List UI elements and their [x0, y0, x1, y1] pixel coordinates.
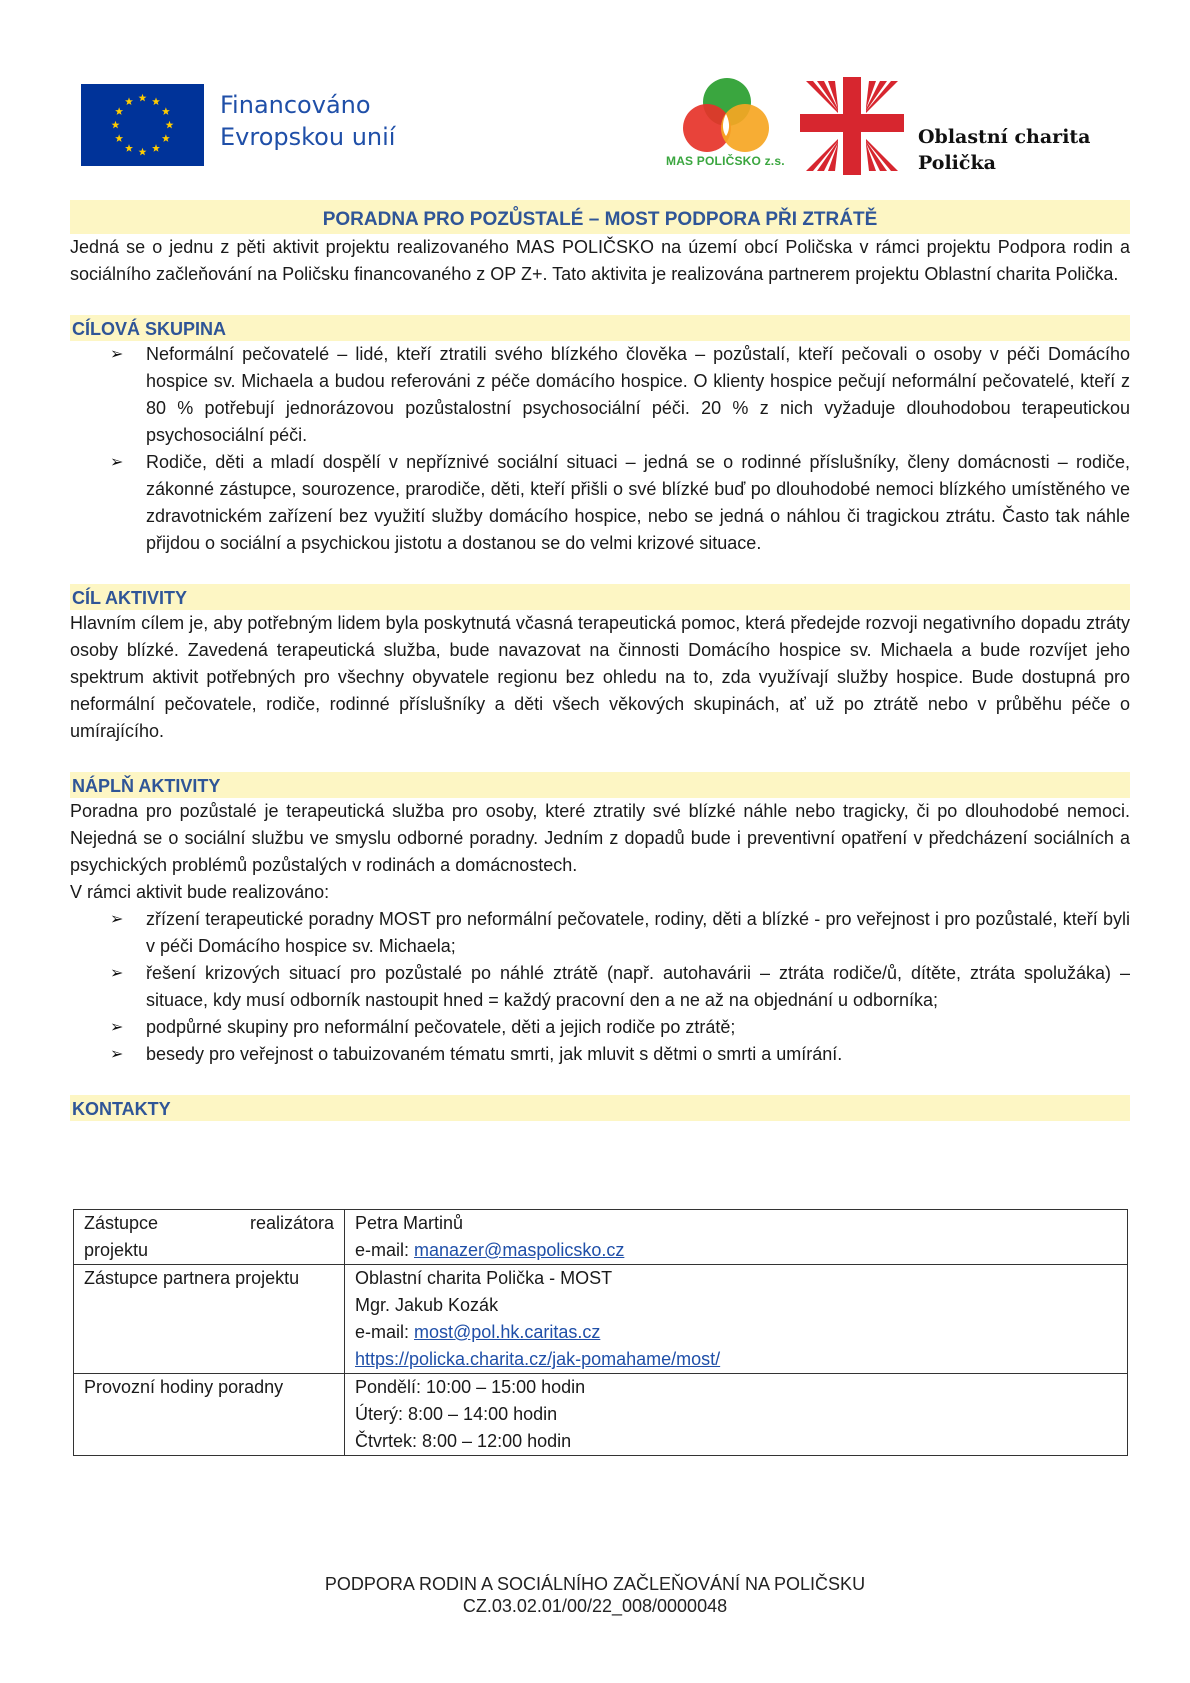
label-word: realizátora: [249, 1213, 334, 1233]
target-group-list: [70, 341, 1130, 557]
list-item-text: Neformální pečovatelé – lidé, kteří ztratili svého blízkého člověka – pozůstalí, kteří pečovali o osoby v péči Domácího hospice sv. Michaela a budou referováni z péče domácího hospice. O klienty hospice pečují neformální pečovatelé, kteří z 80 % potřebují jednorázovou pozůstalostní psychosociální péči. 20 % z nich vyžaduje dlouhodobou terapeutickou psychosociální péči.: [146, 344, 1130, 445]
section-heading-goal: CÍL AKTIVITY: [70, 584, 1130, 610]
arrow-bullet-icon: ➢: [110, 911, 124, 928]
email-prefix: e-mail:: [355, 1322, 415, 1342]
activities-list: [70, 906, 1130, 1068]
opening-hours-line: Úterý: 8:00 – 14:00 hodin: [355, 1404, 558, 1424]
label-word: projektu: [84, 1240, 149, 1260]
table-cell-label: [74, 1210, 345, 1265]
charita-logo: [800, 77, 904, 175]
website-link[interactable]: https://policka.charita.cz/jak-pomahame/most/: [355, 1349, 721, 1369]
footer-project-name: PODPORA RODIN A SOCIÁLNÍHO ZAČLEŇOVÁNÍ NA POLIČSKU: [324, 1574, 866, 1594]
document-title-bar: [70, 200, 1130, 234]
list-item-text: zřízení terapeutické poradny MOST pro neformální pečovatele, rodiny, děti a blízké - pro veřejnost i pro pozůstalé, kteří byli v péči Domácího hospice sv. Michaela;: [146, 909, 1130, 956]
table-row: [74, 1210, 1128, 1265]
email-link[interactable]: most@pol.hk.caritas.cz: [414, 1322, 601, 1342]
list-item: [70, 960, 1130, 1014]
organization-name: Oblastní charita Polička - MOST: [355, 1268, 613, 1288]
arrow-bullet-icon: ➢: [110, 965, 124, 982]
mas-policsko-label: MAS POLIČSKO z.s.: [666, 154, 785, 168]
table-row: [74, 1265, 1128, 1374]
table-cell-value: [345, 1265, 1128, 1374]
contacts-table: [73, 1209, 1128, 1456]
arrow-bullet-icon: ➢: [110, 346, 124, 363]
content-lead: V rámci aktivit bude realizováno:: [70, 882, 330, 902]
section-heading-target-group: CÍLOVÁ SKUPINA: [70, 315, 1130, 341]
document-body: [70, 200, 1130, 1121]
intro-paragraph: Jedná se o jednu z pěti aktivit projektu realizovaného MAS POLIČSKO na území obcí Poličska v rámci projektu Podpora rodin a sociálního začleňování na Poličsku financovaného z OP Z+. Tato aktivita je realizována partnerem projektu Oblastní charita Polička.: [70, 237, 1130, 284]
table-cell-value: [345, 1374, 1128, 1456]
charita-name: [918, 124, 1091, 176]
table-cell-value: [345, 1210, 1128, 1265]
arrow-bullet-icon: ➢: [110, 1046, 124, 1063]
email-link[interactable]: manazer@maspolicsko.cz: [414, 1240, 625, 1260]
eu-flag-logo: [81, 84, 204, 166]
table-cell-label: Provozní hodiny poradny: [74, 1374, 345, 1456]
table-cell-label: Zástupce partnera projektu: [74, 1265, 345, 1374]
email-prefix: e-mail:: [355, 1240, 415, 1260]
list-item: [70, 1041, 1130, 1068]
arrow-bullet-icon: ➢: [110, 454, 124, 471]
list-item-text: besedy pro veřejnost o tabuizovaném tématu smrti, jak mluvit s dětmi o smrti a umírání.: [146, 1044, 843, 1064]
list-item: [70, 341, 1130, 449]
contact-name: Mgr. Jakub Kozák: [355, 1295, 499, 1315]
email-line: [355, 1319, 1117, 1346]
list-item: [70, 906, 1130, 960]
page-footer: [0, 1573, 1190, 1617]
opening-hours-line: Čtvrtek: 8:00 – 12:00 hodin: [355, 1431, 572, 1451]
charita-name-line2: Polička: [918, 152, 996, 174]
eu-funding-line1: Financováno: [220, 91, 371, 119]
list-item-text: řešení krizových situací pro pozůstalé po náhlé ztrátě (např. autohavárii – ztráta rodiče/ů, dítěte, ztráta spolužáka) – situace, kdy musí odborník nastoupit hned = každý pracovní den a ne až na objednání u odborníka;: [146, 963, 1130, 1010]
opening-hours-line: Pondělí: 10:00 – 15:00 hodin: [355, 1377, 586, 1397]
list-item: [70, 1014, 1130, 1041]
arrow-bullet-icon: ➢: [110, 1019, 124, 1036]
content-paragraph: Poradna pro pozůstalé je terapeutická služba pro osoby, které ztratily své blízké náhle nebo tragicky, či po dlouhodobé nemoci. Nejedná se o sociální službu ve smyslu odborné poradny. Jedním z dopadů bude i preventivní opatření v předcházení sociálních a psychických problémů pozůstalých v rodinách a domácnostech.: [70, 801, 1130, 875]
list-item-text: podpůrné skupiny pro neformální pečovatele, děti a jejich rodiče po ztrátě;: [146, 1017, 736, 1037]
document-title: PORADNA PRO POZŮSTALÉ – MOST PODPORA PŘI ZTRÁTĚ: [322, 209, 878, 230]
section-heading-content: NÁPLŇ AKTIVITY: [70, 772, 1130, 798]
email-line: [355, 1237, 1117, 1264]
contact-name: Petra Martinů: [355, 1213, 464, 1233]
list-item: [70, 449, 1130, 557]
goal-paragraph: Hlavním cílem je, aby potřebným lidem byla poskytnutá včasná terapeutická pomoc, která předejde rozvoji negativního dopadu ztráty osoby blízké. Zavedená terapeutická služba, bude navazovat na činnosti Domácího hospice sv. Michaela a bude rozvíjet jeho spektrum aktivit potřebných pro všechny obyvatele regionu bez ohledu na to, zda využívají služby hospice. Bude dostupná pro neformální pečovatele, rodiče, rodinné příslušníky a děti všech věkových skupinách, ať už po ztrátě nebo v průběhu péče o umírajícího.: [70, 613, 1130, 741]
table-row: [74, 1374, 1128, 1456]
list-item-text: Rodiče, děti a mladí dospělí v nepříznivé sociální situaci – jedná se o rodinné příslušníky, členy domácnosti – rodiče, zákonné zástupce, sourozence, prarodiče, děti, kteří přišli o své blízké buď po dlouhodobé nemoci blízkého umístěného ve zdravotnickém zařízení bez využití služby domácího hospice, nebo se jedná o náhlou či tragickou ztrátu. Často tak náhle přijdou o sociální a psychickou jistotu a dostanou se do velmi krizové situace.: [146, 452, 1130, 553]
footer-project-code: CZ.03.02.01/00/22_008/0000048: [462, 1596, 728, 1616]
eu-funding-text: [220, 89, 395, 153]
eu-funding-line2: Evropskou unií: [220, 123, 396, 151]
section-heading-contacts: KONTAKTY: [70, 1095, 1130, 1121]
charita-name-line1: Oblastní charita: [918, 126, 1091, 148]
label-word: Zástupce: [84, 1213, 159, 1233]
